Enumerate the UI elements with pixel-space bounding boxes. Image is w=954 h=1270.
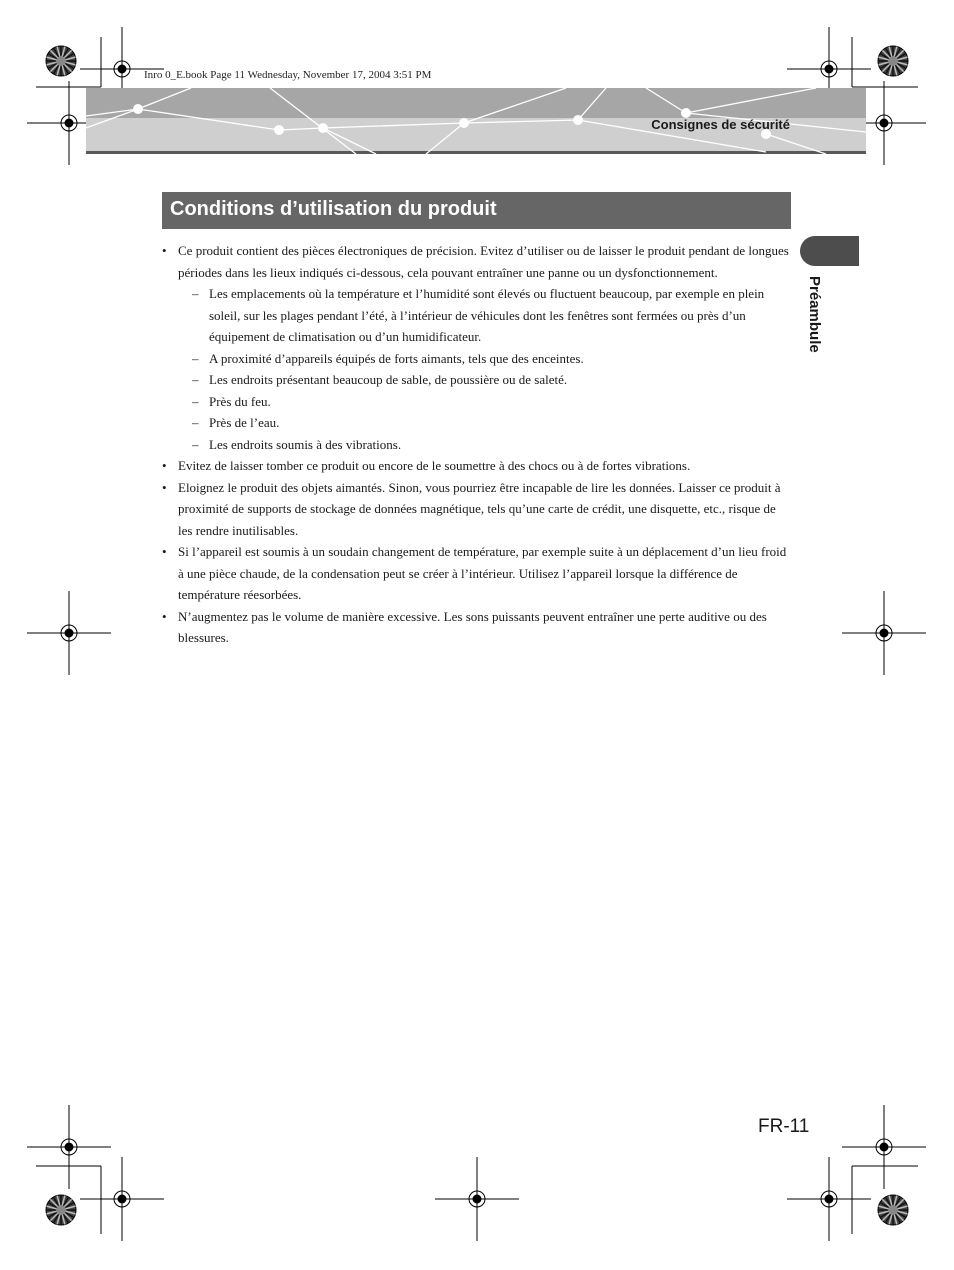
color-target xyxy=(878,46,908,76)
registration-mark xyxy=(842,1105,926,1189)
registration-mark xyxy=(27,1105,111,1189)
sub-item: – Les emplacements où la température et l’humidité sont élevés ou fluctuent beaucoup, par exemple en plein soleil, sur les plages pendant l’été, à l’intérieur de véhicules dont les fenêtres sont fermées ou près d’un équipement de climatisation ou d’un humidificateur. xyxy=(178,283,792,348)
file-info: Inro 0_E.book Page 11 Wednesday, November 17, 2004 3:51 PM xyxy=(144,69,432,81)
sub-item: – Les endroits soumis à des vibrations. xyxy=(178,434,792,456)
bullet-list xyxy=(162,240,792,649)
color-target xyxy=(878,1195,908,1225)
color-target xyxy=(46,1195,76,1225)
bullet-item: • N’augmentez pas le volume de manière excessive. Les sons puissants peuvent entraîner une perte auditive ou des blessures. xyxy=(162,606,792,649)
bullet-item: • Si l’appareil est soumis à un soudain changement de température, par exemple suite à un déplacement d’un lieu froid à une pièce chaude, de la condensation peut se créer à l’intérieur. Utilisez l’appareil lorsque la différence de température réesorbées. xyxy=(162,541,792,606)
sub-item: – Près du feu. xyxy=(178,391,792,413)
title-bar xyxy=(162,192,791,229)
page-number: FR-11 xyxy=(758,1116,810,1137)
section-label: Consignes de sécurité xyxy=(651,117,790,132)
registration-mark xyxy=(80,1157,164,1241)
side-tab-label: Préambule xyxy=(806,276,823,353)
registration-mark xyxy=(27,591,111,675)
registration-mark xyxy=(435,1157,519,1241)
registration-mark xyxy=(842,591,926,675)
bullet-item xyxy=(162,240,792,455)
sub-item: – Près de l’eau. xyxy=(178,412,792,434)
bullet-text: Ce produit contient des pièces électroniques de précision. Evitez d’utiliser ou de laisser le produit pendant de longues périodes dans les lieux indiqués ci-dessous, cela pouvant entraîner une panne ou un dysfonctionnement. xyxy=(178,243,789,280)
color-target xyxy=(46,46,76,76)
sub-item: – A proximité d’appareils équipés de forts aimants, tels que des enceintes. xyxy=(178,348,792,370)
page-title: Conditions d’utilisation du produit xyxy=(170,198,497,220)
bullet-item: • Evitez de laisser tomber ce produit ou encore de le soumettre à des chocs ou à de fortes vibrations. xyxy=(162,455,792,477)
side-tab xyxy=(800,236,859,266)
sub-item: – Les endroits présentant beaucoup de sable, de poussière ou de saleté. xyxy=(178,369,792,391)
content xyxy=(162,240,792,649)
sub-list xyxy=(178,283,792,455)
registration-mark xyxy=(787,1157,871,1241)
bullet-item: • Eloignez le produit des objets aimantés. Sinon, vous pourriez être incapable de lire les données. Laisser ce produit à proximité de supports de stockage de données magnétique, tels qu’une carte de crédit, une disquette, etc., risque de les rendre inutilisables. xyxy=(162,477,792,542)
